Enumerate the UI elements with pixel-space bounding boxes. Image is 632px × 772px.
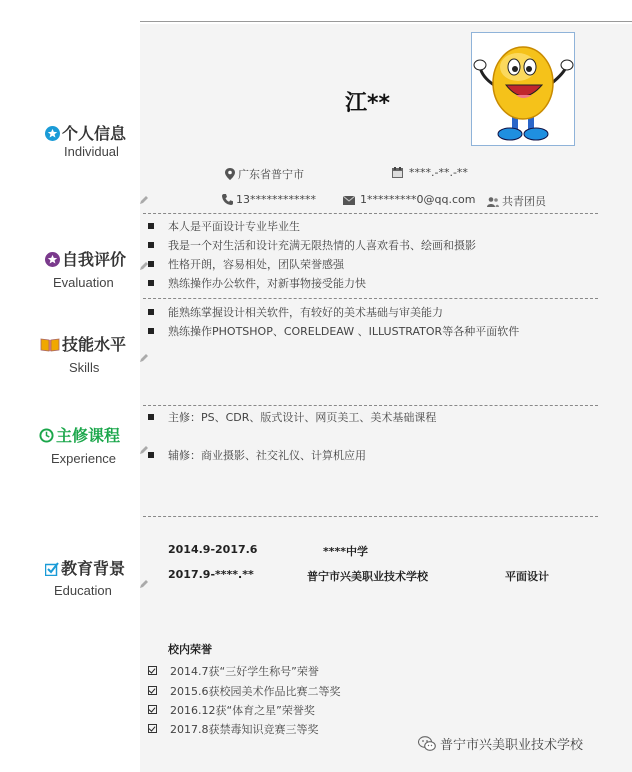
open-book-icon: [40, 337, 60, 356]
star-badge-icon: [45, 126, 60, 145]
honor-item: 2015.6获校园美术作品比赛二等奖: [148, 683, 341, 699]
list-item: 性格开朗，容易相处，团队荣誉感强: [148, 256, 344, 272]
envelope-icon: [343, 196, 355, 205]
section-title-education: 教育背景: [45, 556, 125, 580]
contact-phone: 13************: [222, 193, 316, 206]
pencil-icon: [140, 196, 148, 204]
phone-icon: [222, 194, 233, 205]
honors-title: 校内荣誉: [168, 643, 212, 656]
list-item: 辅修：商业摄影、社交礼仪、计算机应用: [148, 447, 366, 463]
pencil-icon: [140, 446, 148, 454]
checkbox-icon: [45, 561, 59, 580]
check-icon: [148, 666, 157, 675]
profile-photo: [471, 32, 575, 146]
calendar-icon: [392, 167, 403, 178]
list-item: 能熟练掌握设计相关软件，有较好的美术基础与审美能力: [148, 304, 443, 320]
smiley-mascot-icon: [472, 33, 574, 145]
clock-icon: [39, 428, 54, 447]
section-title-personal: 个人信息: [45, 121, 126, 145]
top-rule: [140, 21, 632, 22]
people-icon: [487, 197, 499, 207]
honor-item: 2016.12获“体育之星”荣誉奖: [148, 702, 315, 718]
check-icon: [148, 705, 157, 714]
list-item: 主修：PS、CDR、版式设计、网页美工、美术基础课程: [148, 409, 436, 425]
wechat-icon: [418, 736, 436, 752]
edu-major-2: 平面设计: [505, 570, 549, 583]
pencil-icon: [140, 354, 148, 362]
list-item: 熟练操作PHOTSHOP、CORELDEAW 、ILLUSTRATOR等各种平面软件: [148, 323, 519, 339]
divider-courses: [143, 516, 598, 517]
section-title-skills: 技能水平: [40, 332, 126, 356]
list-item: 本人是平面设计专业毕业生: [148, 218, 300, 234]
edu-period-2: 2017.9-****.**: [168, 568, 254, 581]
divider-skills: [143, 405, 598, 406]
divider-personal: [143, 213, 598, 214]
section-subtitle-courses: Experience: [51, 451, 117, 466]
check-icon: [148, 724, 157, 733]
pencil-icon: [140, 580, 148, 588]
check-icon: [148, 686, 157, 695]
edu-period-1: 2014.9-2017.6: [168, 543, 258, 556]
resume-name: 江**: [345, 91, 391, 116]
section-subtitle-evaluation: Evaluation: [53, 275, 114, 290]
edu-school-1: ****中学: [323, 545, 369, 558]
contact-location: 广东省普宁市: [225, 166, 304, 182]
section-subtitle-skills: Skills: [69, 360, 100, 375]
contact-politics: 共青团员: [487, 193, 546, 209]
contact-birth: ****.-**.-**: [392, 166, 468, 179]
pencil-icon: [140, 262, 148, 270]
edu-school-2: 普宁市兴美职业技术学校: [307, 570, 428, 583]
honor-item: 2014.7获“三好学生称号”荣誉: [148, 663, 319, 679]
list-item: 熟练操作办公软件，对新事物接受能力快: [148, 275, 366, 291]
section-subtitle-education: Education: [54, 583, 112, 598]
watermark: 普宁市兴美职业技术学校: [418, 734, 583, 753]
map-pin-icon: [225, 168, 235, 180]
section-subtitle-personal: Individual: [64, 144, 119, 159]
section-title-courses: 主修课程: [39, 423, 120, 447]
section-title-evaluation: 自我评价: [45, 247, 126, 271]
divider-evaluation: [143, 298, 598, 299]
list-item: 我是一个对生活和设计充满无限热情的人喜欢看书、绘画和摄影: [148, 237, 476, 253]
honor-item: 2017.8获禁毒知识竞赛三等奖: [148, 721, 319, 737]
star-badge-icon: [45, 252, 60, 271]
contact-email: 1*********0@qq.com: [343, 193, 475, 206]
